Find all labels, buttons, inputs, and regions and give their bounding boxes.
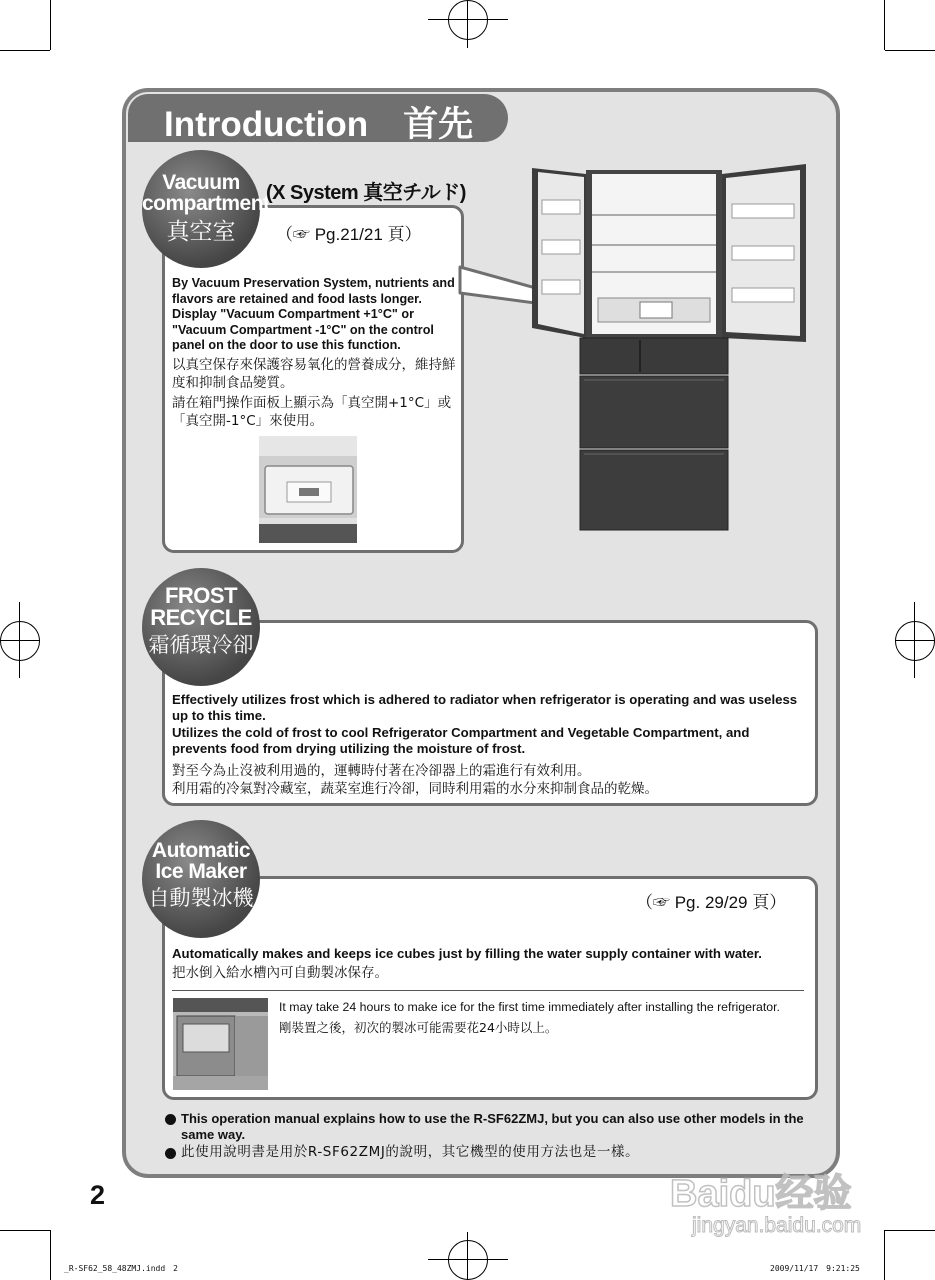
frost-desc-zh-2: 利用霜的冷氣對冷藏室，蔬菜室進行冷卻，同時利用霜的水分來抑制食品的乾燥。 (172, 781, 658, 797)
print-file-name: _R-SF62_58_48ZMJ.indd 2 (64, 1264, 178, 1273)
frost-badge-en-line1: FROST (164, 583, 238, 608)
watermark-url: jingyan.baidu.com (692, 1214, 862, 1237)
frost-badge-zh: 霜循環冷卻 (148, 634, 254, 657)
ice-note (279, 1000, 799, 1035)
vacuum-desc-zh-1: 以真空保存來保護容易氧化的營養成分，維持鮮度和抑制食品變質。 (172, 356, 456, 391)
frost-recycle-badge (142, 568, 260, 686)
vacuum-badge (142, 150, 270, 268)
ice-badge-en-line1: Automatic (151, 839, 251, 862)
ice-badge-zh: 自動製冰機 (148, 887, 254, 910)
crop-mark (0, 50, 50, 51)
vacuum-page-ref: （☞ Pg.21/21 頁） (276, 225, 422, 244)
vacuum-desc-zh-2: 請在箱門操作面板上顯示為「真空開+1°C」或「真空開-1°C」來使用。 (172, 394, 452, 429)
footer-note-zh: 此使用說明書是用於R-SF62ZMJ的說明，其它機型的使用方法也是一樣。 (181, 1144, 640, 1160)
frost-badge-en-line2: RECYCLE (150, 605, 252, 630)
crop-mark (885, 1230, 935, 1231)
registration-mark (0, 621, 40, 661)
vacuum-subtitle: (X System 真空チルド) (266, 182, 466, 204)
vacuum-badge-en-line1: Vacuum (162, 171, 240, 194)
bullet-icon (165, 1114, 176, 1125)
ice-maker-photo (173, 998, 268, 1090)
crop-mark (50, 0, 51, 50)
vacuum-badge-en-line2: compartment (142, 192, 270, 215)
ice-maker-badge (142, 820, 260, 938)
crop-mark (50, 1230, 51, 1280)
ice-description (172, 946, 808, 982)
crop-mark (884, 0, 885, 50)
vacuum-desc-en-2: Display "Vacuum Compartment +1°C" or "Vacuum Compartment -1°C" on the control panel on the door to use this function. (172, 307, 434, 352)
page-title: Introduction 首先 (164, 105, 474, 144)
frost-description (172, 692, 808, 798)
vacuum-compartment-photo (259, 436, 357, 543)
vacuum-badge-zh: 真空室 (166, 218, 236, 244)
ice-desc-zh: 把水倒入給水槽內可自動製冰保存。 (172, 964, 388, 981)
ice-divider (172, 990, 804, 991)
ice-badge-en-line2: Ice Maker (155, 860, 247, 883)
ice-desc-en: Automatically makes and keeps ice cubes just by filling the water supply container with water. (172, 946, 762, 961)
ice-note-zh: 剛裝置之後，初次的製冰可能需要花24小時以上。 (279, 1019, 558, 1035)
frost-desc-zh-1: 對至今為止沒被利用過的，運轉時付著在冷卻器上的霜進行有效利用。 (172, 763, 591, 779)
crop-mark (0, 1230, 50, 1231)
vacuum-desc-en-1: By Vacuum Preservation System, nutrients and flavors are retained and food lasts longer. (172, 276, 455, 306)
ice-note-en: It may take 24 hours to make ice for the first time immediately after installing the refrigerator. (279, 1000, 780, 1014)
watermark-logo: Baidu经验 (670, 1173, 852, 1215)
vacuum-description (172, 276, 458, 430)
registration-mark (448, 1240, 488, 1280)
refrigerator-illustration (528, 160, 812, 535)
page-number: 2 (90, 1180, 106, 1210)
registration-mark (448, 0, 488, 40)
footer-note-en: This operation manual explains how to use the R-SF62ZMJ, but you can also use other models in the same way. (181, 1111, 804, 1142)
ice-page-ref: （☞ Pg. 29/29 頁） (636, 893, 787, 912)
frost-desc-en-1: Effectively utilizes frost which is adhered to radiator when refrigerator is operating and was useless up to this time. (172, 692, 798, 723)
crop-mark (885, 50, 935, 51)
print-timestamp: 2009/11/17 9:21:25 (770, 1264, 860, 1273)
frost-desc-en-2: Utilizes the cold of frost to cool Refrigerator Compartment and Vegetable Compartment, and prevents food from drying utilizing the moisture of frost. (172, 725, 750, 756)
bullet-icon (165, 1148, 176, 1159)
registration-mark (895, 621, 935, 661)
crop-mark (884, 1230, 885, 1280)
